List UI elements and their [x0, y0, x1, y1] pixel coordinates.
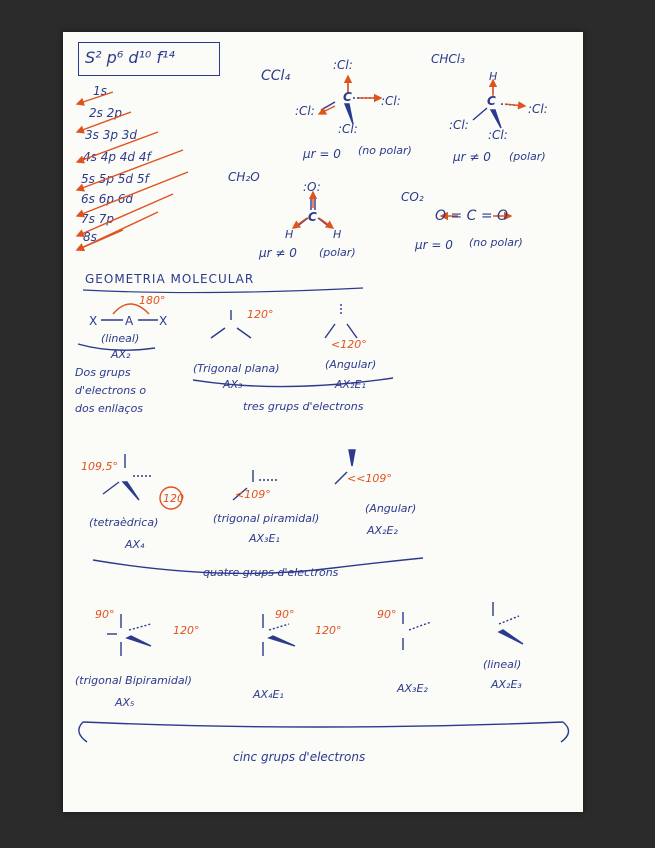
ax5-type: AX₅ [115, 696, 135, 709]
ch2o-center: C [308, 210, 317, 224]
ax4-angle2: 120 [163, 492, 184, 505]
ax4-angle: 109,5° [81, 460, 118, 473]
chcl3-center: C [487, 94, 496, 108]
ax4-type: AX₄ [125, 538, 145, 551]
chcl3-dipole: μr ≠ 0 [453, 150, 491, 164]
ax2-shape: (lineal) [101, 332, 140, 345]
ax2e2-angle: <<109° [347, 472, 392, 485]
co2-name: CO₂ [401, 190, 424, 204]
aufbau-row: 4s 4p 4d 4f [83, 150, 151, 164]
three-groups-caption: tres grups d'electrons [243, 400, 364, 413]
ccl4-note: (no polar) [358, 144, 412, 157]
ccl4-atom-top: :Cl: [333, 58, 353, 72]
ccl4-atom-left: :Cl: [295, 104, 315, 118]
ax3e2-type: AX₃E₂ [397, 682, 428, 695]
four-groups-caption: quatre grups d'electrons [203, 566, 339, 579]
ax2e3-type: AX₂E₃ [491, 678, 522, 691]
ax2e2-shape: (Angular) [365, 502, 417, 515]
ax2-angle: 180° [139, 294, 166, 307]
ax2-x-left: X [89, 314, 98, 328]
ax2-caption: d'electrons o [75, 384, 147, 397]
ch2o-h-right: H [333, 228, 342, 241]
ax2-x-right: X [159, 314, 168, 328]
chcl3-atom-right: :Cl: [528, 102, 548, 116]
ax5-angle2: 120° [173, 624, 200, 637]
co2-dipole: μr = 0 [415, 238, 453, 252]
ax4e1-type: AX₄E₁ [253, 688, 284, 701]
co2-formula: O = C = O [435, 208, 509, 224]
ax3e1-shape: (trigonal piramidal) [213, 512, 320, 525]
ccl4-dipole: μr = 0 [303, 147, 341, 161]
ax5-angle: 90° [95, 608, 115, 621]
ax3-shape: (Trigonal plana) [193, 362, 280, 375]
ax4e1-angle2: 120° [315, 624, 342, 637]
co2-note: (no polar) [469, 236, 523, 249]
ax5-bonds [79, 602, 569, 742]
ax3-type: AX₃ [223, 378, 243, 391]
ccl4-name: CCl₄ [261, 68, 291, 84]
aufbau-row: 8s [83, 230, 97, 244]
ax4-shape: (tetraèdrica) [89, 516, 159, 529]
ax4e1-angle: 90° [275, 608, 295, 621]
chcl3-h: H [489, 70, 498, 83]
aufbau-row: 7s 7p [81, 212, 114, 226]
aufbau-row: 5s 5p 5d 5f [81, 172, 149, 186]
section-title: GEOMETRIA MOLECULAR [85, 272, 255, 286]
aufbau-row: 2s 2p [89, 106, 122, 120]
aufbau-row: 3s 3p 3d [85, 128, 138, 142]
ccl4-atom-bottom: :Cl: [338, 122, 358, 136]
ax2-center: A [125, 314, 134, 328]
ccl4-atom-right: :Cl: [381, 94, 401, 108]
ax3e1-angle: <109° [235, 488, 271, 501]
chcl3-atom-bottom: :Cl: [488, 128, 508, 142]
ccl4-center: C [343, 90, 352, 104]
aufbau-arrows [77, 92, 188, 250]
ax3e1-type: AX₃E₁ [249, 532, 280, 545]
chcl3-name: CHCl₃ [431, 52, 465, 66]
ch2o-note: (polar) [319, 246, 356, 259]
ch2o-dipole: μr ≠ 0 [259, 246, 297, 260]
ax3-angle: 120° [247, 308, 274, 321]
ax3e2-angle: 90° [377, 608, 397, 621]
ax2e1-shape: (Angular) [325, 358, 377, 371]
ch2o-o: :O: [303, 180, 321, 194]
ax2e3-shape: (lineal) [483, 658, 522, 671]
ch2o-name: CH₂O [228, 170, 260, 184]
aufbau-row: 6s 6p 6d [81, 192, 134, 206]
ax2e1-type: AX₂E₁ [335, 378, 366, 391]
ax2-caption: Dos grups [75, 366, 131, 379]
notebook-page [63, 32, 583, 812]
config-text: S² p⁶ d¹⁰ f¹⁴ [85, 48, 175, 67]
ax5-shape: (trigonal Bipiramidal) [75, 674, 192, 687]
ax2-type: AX₂ [111, 348, 131, 361]
ax2-caption: dos enllaços [75, 402, 144, 415]
five-groups-caption: cinc grups d'electrons [233, 750, 366, 764]
chcl3-atom-left: :Cl: [449, 118, 469, 132]
ax2e1-angle: <120° [331, 338, 367, 351]
ch2o-h-left: H [285, 228, 294, 241]
chcl3-note: (polar) [509, 150, 546, 163]
aufbau-row: 1s [93, 84, 107, 98]
ax2e2-type: AX₂E₂ [367, 524, 398, 537]
